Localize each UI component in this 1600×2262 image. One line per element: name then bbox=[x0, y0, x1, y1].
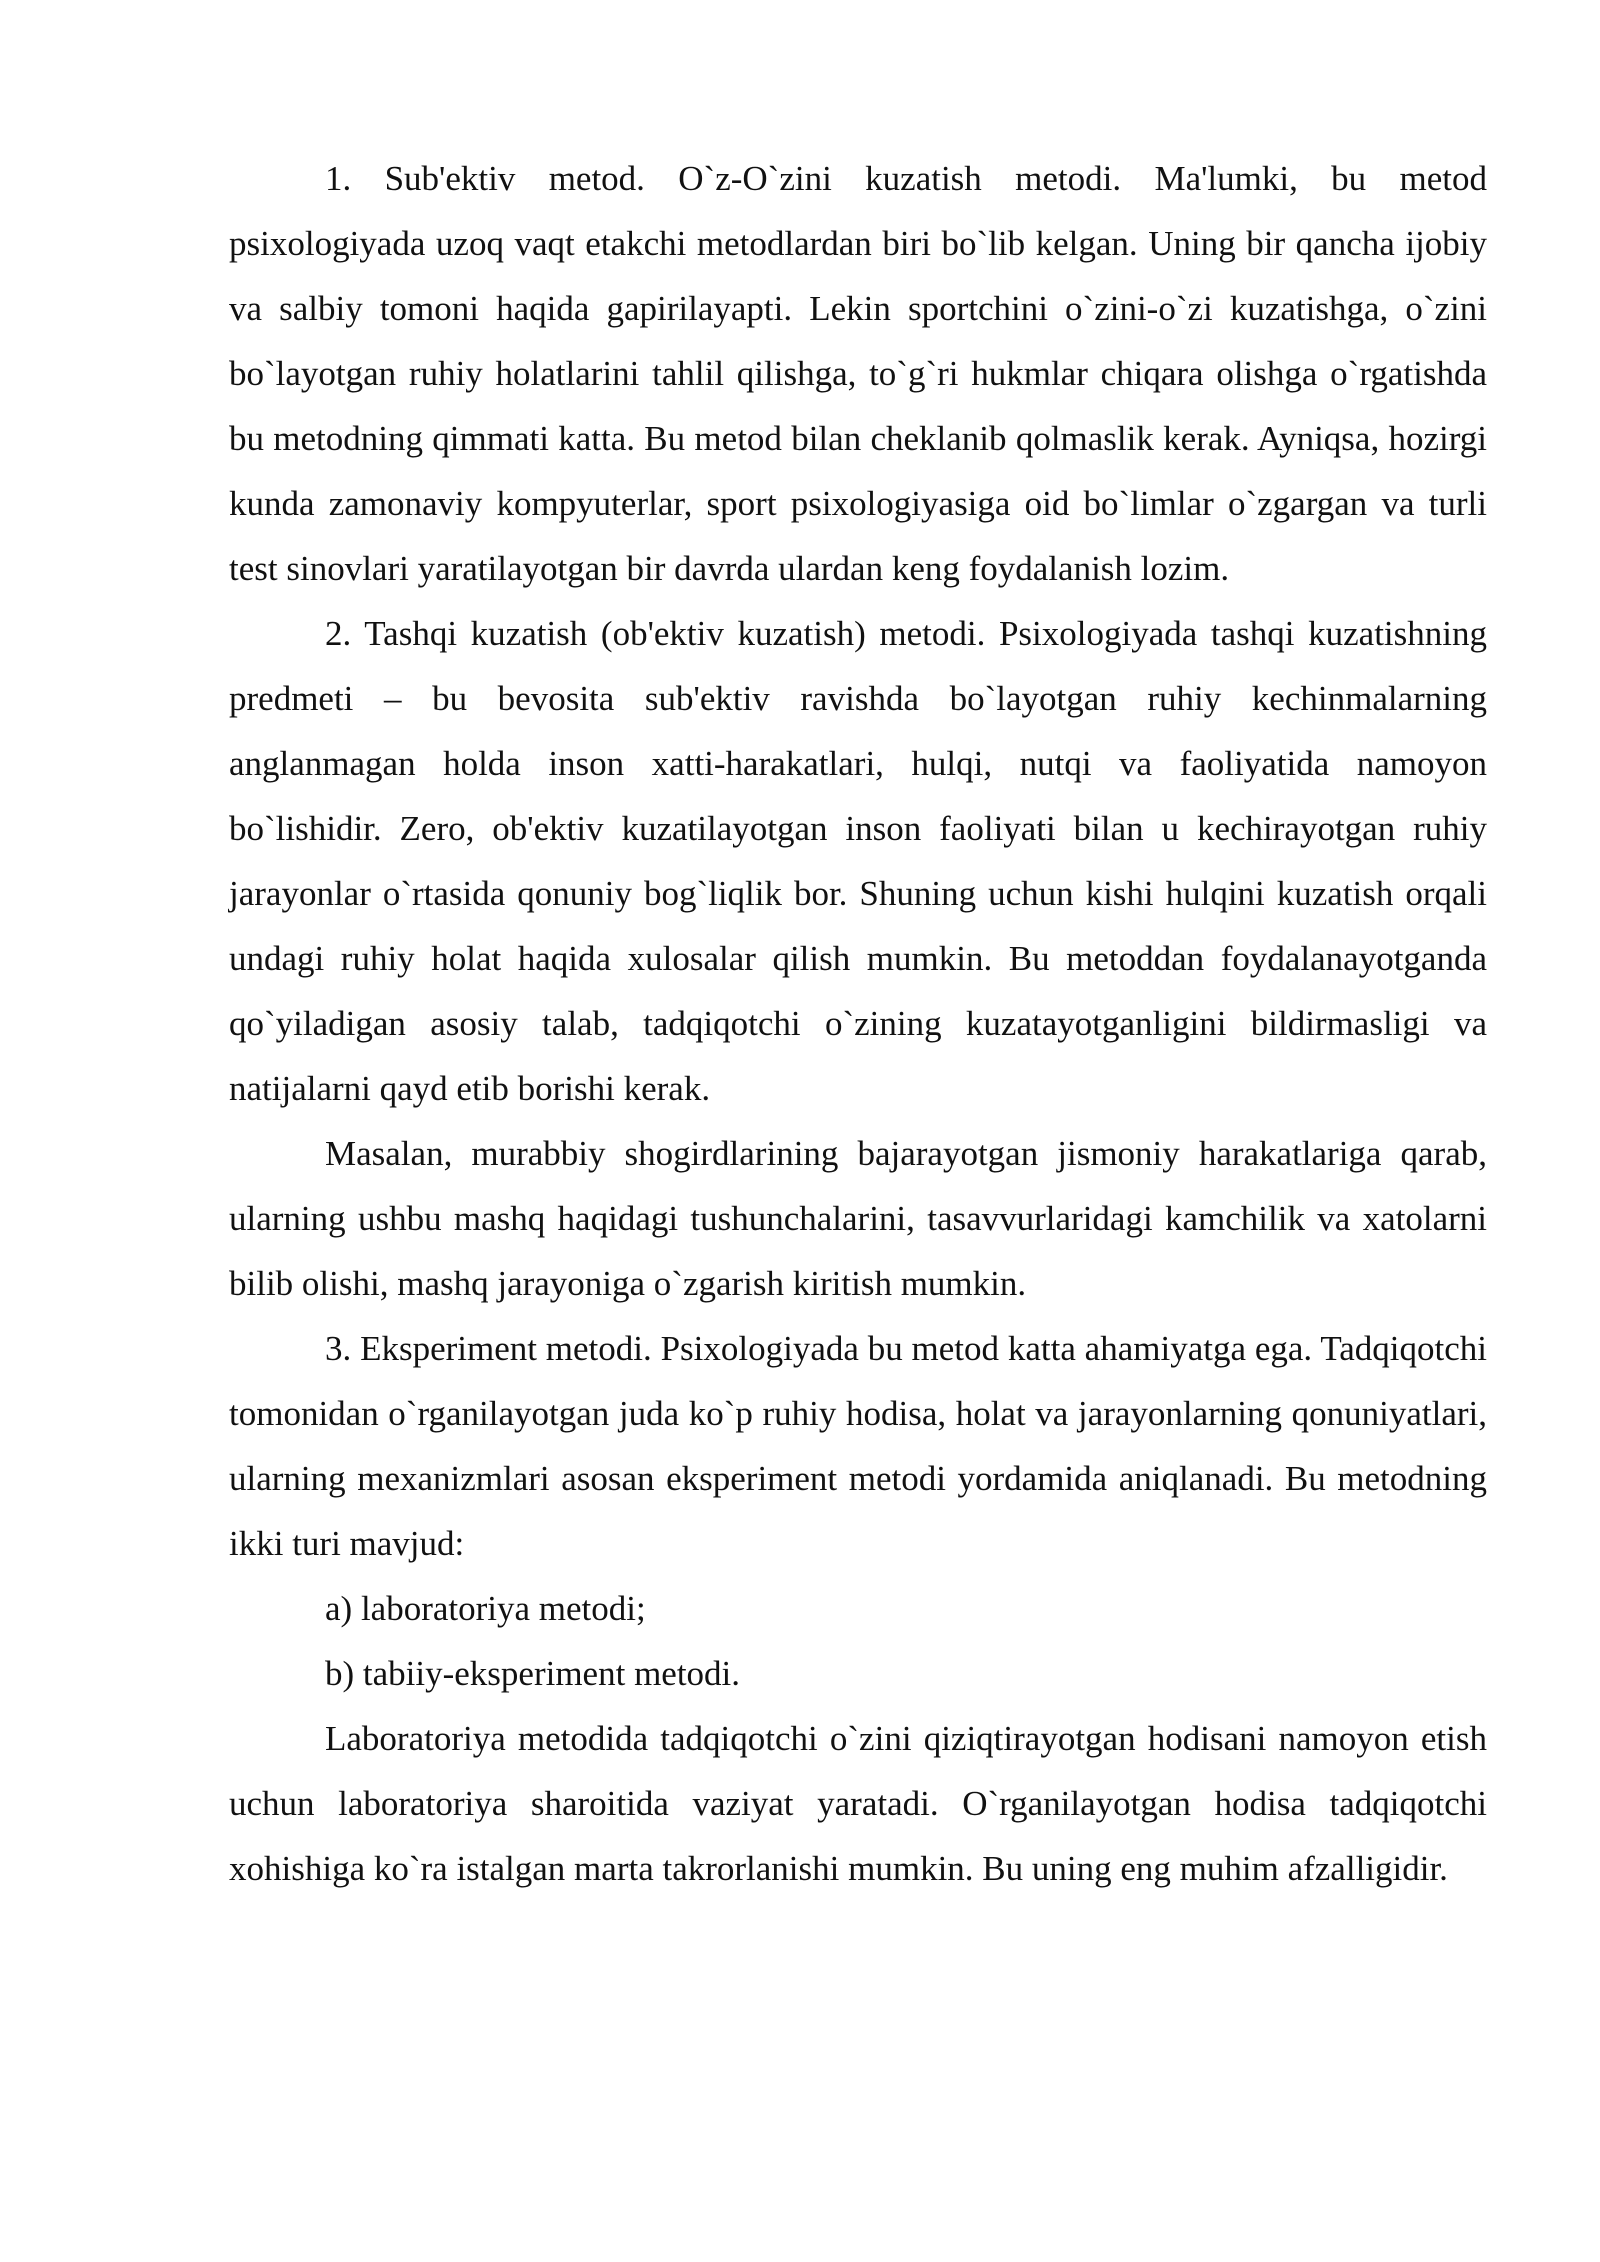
list-item-laboratory: a) laboratoriya metodi; bbox=[325, 1589, 646, 1628]
paragraph-subjective-method: 1. Sub'ektiv metod. O`z-O`zini kuzatish metodi. Ma'lumki, bu metod psixologiyada uzoq vaqt etakchi metodlardan biri bo`lib kelgan. Uning bir qancha ijobiy va salbiy tomoni haqida gapirilayapti. Lekin sportchini o`zini-o`zi kuzatishga, o`zini bo`layotgan ruhiy holatlarini tahlil qilishga, to`g`ri hukmlar chiqara olishga o`rgatishda bu metodning qimmati katta. Bu metod bilan cheklanib qolmaslik kerak. Ayniqsa, hozirgi kunda zamonaviy kompyuterlar, sport psixologiyasiga oid bo`limlar o`zgargan va turli test sinovlari yaratilayotgan bir davrda ulardan keng foydalanish lozim. bbox=[229, 159, 1487, 588]
paragraph-external-observation: 2. Tashqi kuzatish (ob'ektiv kuzatish) metodi. Psixologiyada tashqi kuzatishning predmeti – bu bevosita sub'ektiv ravishda bo`layotgan ruhiy kechinmalarning anglanmagan holda inson xatti-harakatlari, hulqi, nutqi va faoliyatida namoyon bo`lishidir. Zero, ob'ektiv kuzatilayotgan inson faoliyati bilan u kechirayotgan ruhiy jarayonlar o`rtasida qonuniy bog`liqlik bor. Shuning uchun kishi hulqini kuzatish orqali undagi ruhiy holat haqida xulosalar qilish mumkin. Bu metoddan foydalanayotganda qo`yiladigan asosiy talab, tadqiqotchi o`zining kuzatayotganligini bildirmasligi va natijalarni qayd etib borishi kerak. bbox=[229, 614, 1487, 1108]
list-item-natural-experiment: b) tabiiy-eksperiment metodi. bbox=[325, 1654, 741, 1693]
paragraph-laboratory-method: Laboratoriya metodida tadqiqotchi o`zini qiziqtirayotgan hodisani namoyon etish uchun laboratoriya sharoitida vaziyat yaratadi. O`rganilayotgan hodisa tadqiqotchi xohishiga ko`ra istalgan marta takrorlanishi mumkin. Bu uning eng muhim afzalligidir. bbox=[229, 1719, 1487, 1888]
document-page bbox=[229, 146, 1487, 1901]
paragraph-experiment-method: 3. Eksperiment metodi. Psixologiyada bu metod katta ahamiyatga ega. Tadqiqotchi tomonidan o`rganilayotgan juda ko`p ruhiy hodisa, holat va jarayonlarning qonuniyatlari, ularning mexanizmlari asosan eksperiment metodi yordamida aniqlanadi. Bu metodning ikki turi mavjud: bbox=[229, 1329, 1487, 1563]
paragraph-example: Masalan, murabbiy shogirdlarining bajarayotgan jismoniy harakatlariga qarab, ularning ushbu mashq haqidagi tushunchalarini, tasavvurlaridagi kamchilik va xatolarni bilib olishi, mashq jarayoniga o`zgarish kiritish mumkin. bbox=[229, 1134, 1487, 1303]
